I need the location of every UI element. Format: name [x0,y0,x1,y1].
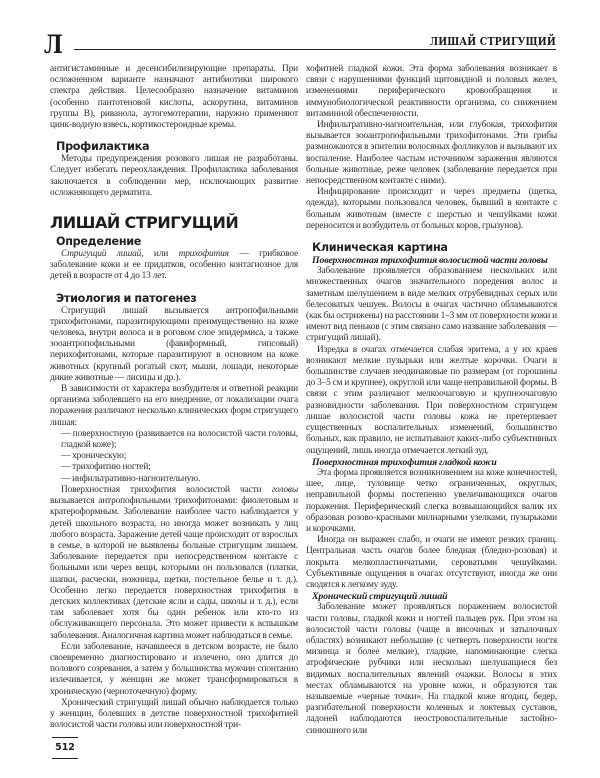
term: трихофития [178,249,229,260]
heading-prophylaxis: Профилактика [56,140,150,154]
list-item: — трихофитию ногтей; [61,462,151,473]
paragraph: Если заболевание, начавшееся в детском возрасте, не было своевременно диагностировано и излечено, оно длится до полового созревания, а затем у большинства мужчин спонтанно излечивается, у женщин же может трансформироваться в хроническую (черноточечную) форму. [50,641,298,697]
list-item: — инфильтративно-нагноительную. [61,473,201,484]
paragraph: Методы предупреждения розового лишая не разработаны. Следует избегать переохлаждения. Профилактика заболевания заключается в соблюдении мер, исключающих развитие осложняющего дерматита. [50,154,298,198]
subheading-smooth-skin: Поверхностная трихофития гладкой кожи [312,456,497,468]
left-column [50,64,298,731]
text: — грибковое заболевание кожи и ее придатков, особенно контагиозное для детей в возрасте от 4 до 13 лет. [50,249,299,282]
paragraph: Эта форма проявляется возникновением на коже конечностей, шее, лице, туловище четко ограниченных, округлых, неправильной формы постепенно увеличивающихся очагов поражения. Периферический слегка возвышающийся валик их образован розово-красными милиарными узелками, пузырьками и корочками. [306,467,557,534]
right-column [306,64,557,737]
text: , или [141,249,179,260]
paragraph: хофитией гладкой кожи. Эта форма заболевания возникает в связи с нарушениями функций щитовидной и половых желез, изменениями периферического кровообращения и иммунобиологической реактивности организма, со снижением витаминной обеспеченности. [306,64,557,119]
paragraph: Хронический стригущий лишай обычно наблюдается только у женщин, болевших в детстве поверхностной трихофитией волосистой части головы или поверхностной три- [50,697,298,731]
list-item: — поверхностную (развивается на волосистой части головы, гладкой коже); [61,428,298,451]
paragraph: антигистаминные и десенсибилизирующие препараты. При осложненном варианте назначают антибиотики широкого спектра действия. Целесообразно назначение витаминов (особенно пантотеновой кислоты, аскорутина, витаминов группы В), риванола, аутогемотерапии, наружно применяют цинк-водную взвесь, кортикостероидные кремы. [50,64,298,131]
paragraph: Иногда он выражен слабо, и очаги не имеют резких границ. Центральная часть очагов более бледная (бледно-розовая) и покрыта мелкопластинчатыми, сероватыми чешуйками. Субъективные ощущения в очагах отсутствуют, иногда же они сводятся к легкому зуду. [306,535,557,590]
paragraph: Инфильтративно-нагноительная, или глубокая, трихофития вызывается зооантропофильными трихофитонами. Эти грибы размножаются в эпителии волосяных фолликулов и вызывают их воспаление. Наиболее частым источником заражения являются больные животные, реже человек (заболевание передается при непосредственном контакте с ними). [306,120,557,187]
section-letter: Л [44,30,63,59]
paragraph: Изредка в очагах отмечается слабая эритема, а у их краев возникают мелкие пузырьки или желтые корочки. Очаги в большинстве случаев неодинаковые по размерам (от горошины до 3–5 см и крупнее), округлой или чаще неправильной формы. В связи с этим различают мелкоочаговую и крупноочаговую разновидности заболевания. При поверхностном стригущем лишае волосистой части головы кожа не претерпевает существенных воспалительных изменений, большинство больных, как правило, не испытывают каких-либо субъективных ощущений, лишь иногда отмечается легкий зуд. [306,344,557,456]
term: Стригущий лишай [61,249,142,260]
paragraph: Заболевание проявляется образованием нескольких или множественных очагов значительного поредения волос и заметным шелушением в виде мелких отрубевидных серых или белесоватых чешуек. Волосы в очагах частично обламываются (как бы острижены) на расстоянии 1–3 мм от поверхности кожи и имеют вид пеньков (с этим связано само название заболевания — стригущий лишай). [306,266,557,344]
paragraph: В зависимости от характера возбудителя и ответной реакции организма заболевшего на его внедрение, от локализации очага поражения различают несколько клинических форм стригущего лишая: [50,384,298,428]
subheading-scalp: Поверхностная трихофития волосистой части головы [312,255,548,267]
page-number: 512 [52,737,78,759]
text: Поверхностная трихофития волосистой части [61,484,272,495]
header-rule [74,49,556,50]
paragraph: Инфицирование происходит и через предметы (щетка, одежда), которыми пользовался человек, бывший в контакте с больным животным (вместе с шерстью и чешуйками кожи переносится и возбудитель от больных коров, грызунов). [306,187,557,231]
heading-definition: Определение [56,235,142,249]
paragraph: Стригущий лишай вызывается антропофильными трихофитонами, паразитирующими преимущественно на коже человека, внутри волоса и в роговом слое эпидермиса, а также зооантропофильными (фавиформный, гипсовый) перихофитонами, которые паразитируют в основном на коже животных (крупный рогатый скот, мыши, лошади, некоторые дикие животные — лисицы и др.). [50,305,298,383]
list-item: — хроническую; [61,451,127,462]
subheading-chronic: Хронический стригущий лишай [312,591,448,603]
text-italic: головы [271,484,298,495]
definition-paragraph [50,249,298,283]
paragraph: Заболевание может проявляться поражением волосистой части головы, гладкой кожи и ногтей пальцев рук. При этом на волосистой части головы (чаще в височных и затылочных областях) возникают небольшие (с четверть поверхности ногтя мизинца и более мелкие), гладкие, напоминающие слегка атрофические рубчики или несколько шелушащиеся без видимых воспалительных явлений очажки. Волосы в этих местах обламываются на уровне кожи, и образуются так называемые «черные точки». На гладкой коже ягодиц, бедер, разгибательной поверхности коленных и локтевых суставов, ладоней наблюдаются неостровоспалительные застойно-синюшного или [306,602,557,736]
running-head: ЛИШАЙ СТРИГУЩИЙ [429,34,556,48]
heading-etiology: Этиология и патогенез [56,291,197,305]
article-title: ЛИШАЙ СТРИГУЩИЙ [50,213,239,233]
heading-clinical: Клиническая картина [312,241,448,255]
paragraph [50,485,298,642]
text: вызывается антропофильными трихофитонами: фиолетовым и кратероформным. Заболевание наиболее часто наблюдается у детей школьного возраста, но иногда может возникать у лиц любого возраста. Заражение детей чаще происходит от взрослых в семье, в которой не выявлены больные стригущим лишаем. Заболевание передается при непосредственном контакте с больными или через вещи, которыми он пользовался (платки, шапки, расчески, ножницы, щетки, постельное белье и т. д.). Особенно легко передается поверхностная трихофития в детских коллективах (детские ясли и сады, школы и т. д.), если там заболевает хотя бы один ребенок или кто-то из обслуживающего персонала. Это может привести к вспышкам заболевания. Аналогичная картина может наблюдаться в семье. [50,496,298,641]
